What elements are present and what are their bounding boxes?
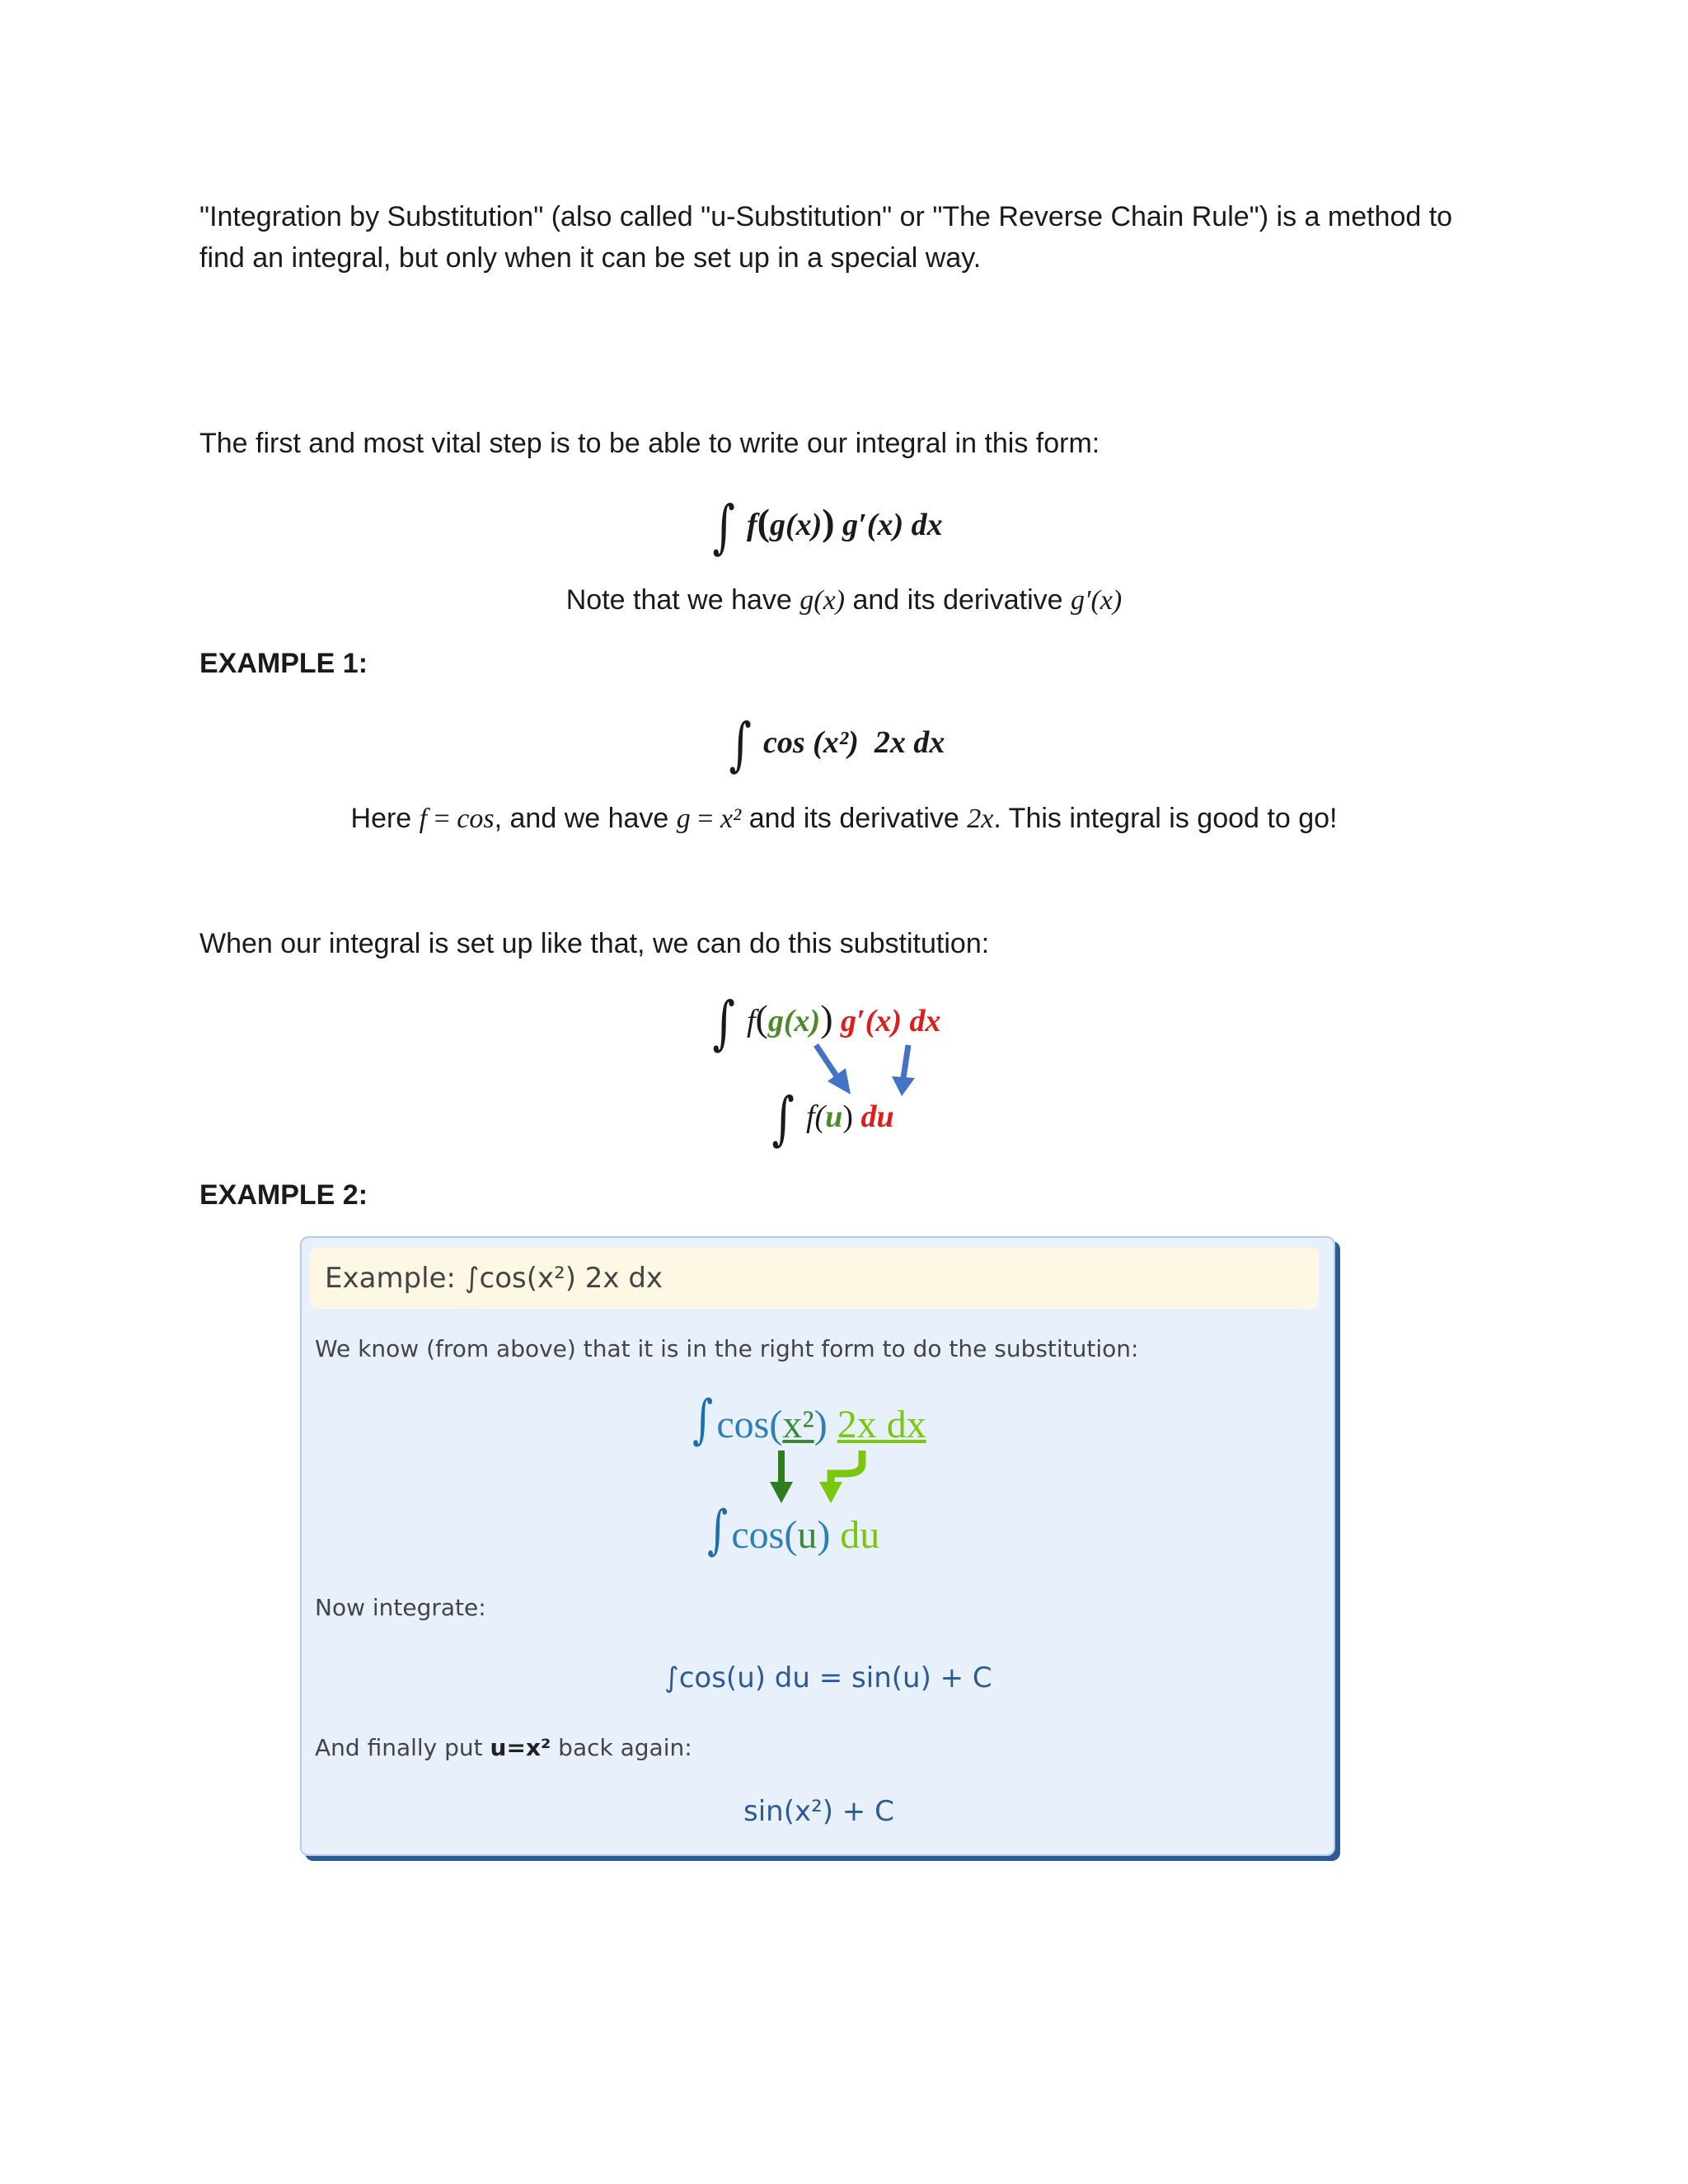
integral-sign: ∫ <box>712 989 735 1057</box>
ex2-bottom-cos: cos <box>731 1513 785 1557</box>
finally-substitution: u=x² <box>490 1734 551 1761</box>
integration-result: ∫cos(u) du = sin(u) + C <box>664 1661 992 1694</box>
sub-u-close: ) <box>842 1099 853 1134</box>
example2-box <box>300 1236 1335 1856</box>
integral-sign: ∫ <box>692 1390 714 1451</box>
step-text: The first and most vital step is to be able to write our integral in this form: <box>199 428 1100 459</box>
ex2-bottom-u: u <box>797 1513 818 1557</box>
sub-u: u <box>825 1099 843 1134</box>
ex1-text-pre: Here <box>350 803 420 834</box>
intro-line-2: find an integral, but only when it can be set up in a special way. <box>199 242 982 274</box>
formula-x: (x) <box>785 508 823 542</box>
formula-g: g <box>769 508 785 542</box>
example2-title-bar <box>310 1248 1319 1309</box>
ex2-top-cos: cos <box>716 1403 770 1446</box>
ex1-cos: cos <box>457 804 495 834</box>
sub-open-paren: ( <box>755 997 768 1039</box>
ex2-top-close: ) <box>814 1403 828 1446</box>
intro-paragraph <box>199 196 1535 279</box>
formula-open-paren: ( <box>757 501 770 543</box>
general-formula <box>709 493 943 560</box>
ex1-text-end: . This integral is good to go! <box>993 803 1338 834</box>
now-integrate-text: Now integrate: <box>315 1594 486 1621</box>
integral-sign: ∫ <box>729 710 752 778</box>
example1-heading: EXAMPLE 1: <box>199 648 368 679</box>
ex2-top-x2: x² <box>782 1403 814 1446</box>
example2-heading: EXAMPLE 2: <box>199 1179 368 1211</box>
example1-formula <box>725 710 945 778</box>
ex1-x2: x² <box>720 804 742 834</box>
sub-gx: g(x) <box>767 1004 821 1038</box>
example1-explanation <box>91 798 1597 840</box>
ex1-eq1: = <box>427 804 457 834</box>
sub-fu: f( <box>805 1099 826 1134</box>
ex1-text-mid: , and we have <box>494 803 677 834</box>
intro-line-1: "Integration by Substitution" (also called "u-Substitution" or "The Reverse Chain Rule") is a method to <box>199 201 1453 232</box>
ex1-eq2: = <box>690 804 720 834</box>
example1-formula-body: cos (x²) 2x dx <box>762 725 945 760</box>
arrow-light-green <box>819 1451 862 1503</box>
example2-title-label: Example: <box>325 1262 465 1295</box>
formula-f: f <box>746 508 757 542</box>
note-gprime: g′(x) <box>1071 585 1123 616</box>
ex1-f: f <box>419 804 428 834</box>
formula-gprime: g′(x) <box>842 508 904 542</box>
final-answer: sin(x²) + C <box>743 1795 894 1828</box>
finally-post: back again: <box>551 1734 692 1761</box>
ex2-bottom-open: ( <box>784 1513 798 1557</box>
ex2-sub-top <box>689 1390 926 1451</box>
know-text: We know (from above) that it is in the right form to do the substitution: <box>315 1335 1139 1362</box>
ex2-sub-bottom <box>704 1500 879 1561</box>
substitution-text: When our integral is set up like that, we can do this substitution: <box>199 928 990 959</box>
example2-title-math: ∫cos(x²) 2x dx <box>464 1262 663 1295</box>
ex2-bottom-close: ) <box>817 1513 831 1557</box>
finally-pre: And finally put <box>315 1734 490 1761</box>
integral-sign: ∫ <box>712 493 735 560</box>
sub-f: f <box>746 1004 756 1038</box>
ex2-bottom-du: du <box>840 1513 880 1557</box>
sub-close-paren: ) <box>820 997 833 1039</box>
integral-sign: ∫ <box>771 1085 795 1152</box>
sub-dx: dx <box>909 1004 941 1038</box>
sub-gprime: g′(x) <box>841 1004 903 1038</box>
formula-close-paren: ) <box>822 501 835 543</box>
sub-du: du <box>860 1099 894 1134</box>
formula-dx: dx <box>911 508 943 542</box>
ex1-2x: 2x <box>967 804 994 834</box>
note-g: g(x) <box>799 585 846 616</box>
finally-text <box>315 1734 692 1761</box>
ex1-g: g <box>676 804 691 834</box>
ex1-text-post: and its derivative <box>741 803 968 834</box>
integral-sign: ∫ <box>707 1500 729 1561</box>
ex2-top-2xdx: 2x dx <box>837 1403 926 1446</box>
ex2-top-open: ( <box>769 1403 783 1446</box>
substitution-bottom-formula <box>768 1085 894 1152</box>
note-text-pre: Note that we have <box>565 584 800 616</box>
arrow-dx-to-du <box>892 1045 915 1096</box>
derivative-note <box>0 579 1688 621</box>
arrow-dark-green <box>770 1451 793 1503</box>
note-text-mid: and its derivative <box>845 584 1071 616</box>
